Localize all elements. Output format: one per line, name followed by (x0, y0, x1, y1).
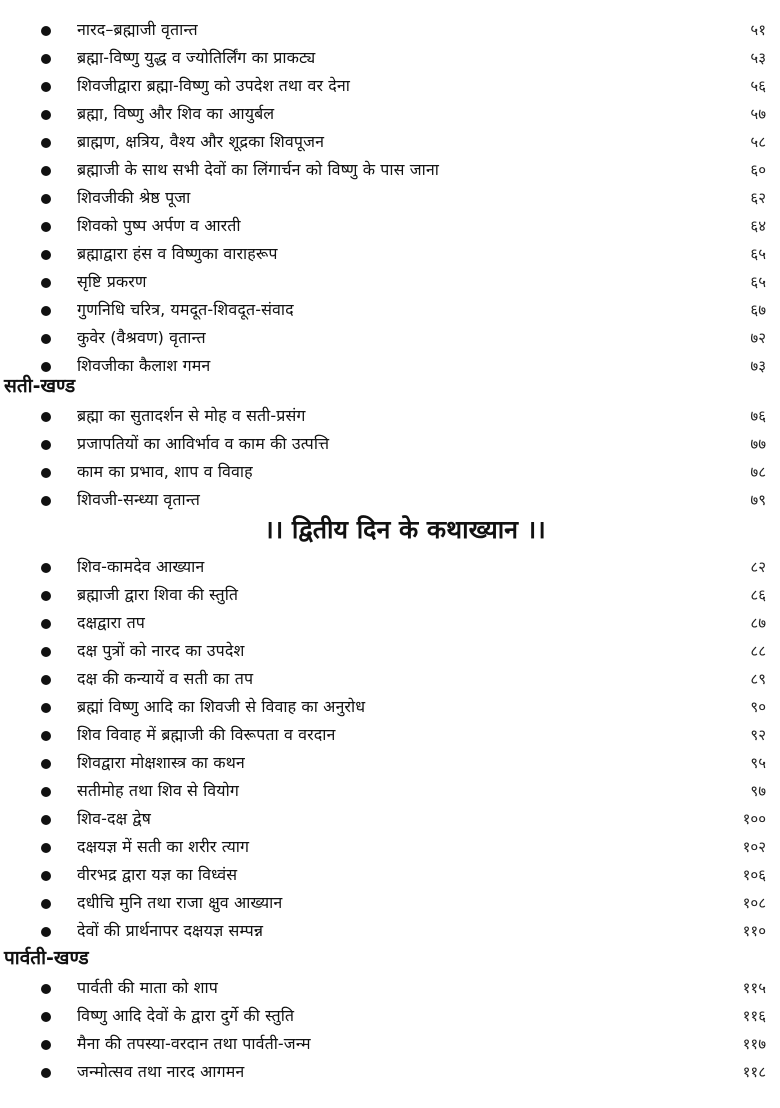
entry-page-number: ९५ (750, 754, 766, 772)
toc-entry (0, 975, 780, 1003)
toc-entry (0, 353, 780, 381)
bullet-icon (41, 468, 51, 478)
entry-title: शिवको पुष्प अर्पण व आरती (77, 216, 241, 235)
toc-entry (0, 862, 780, 890)
bullet-icon (41, 412, 51, 422)
entry-title: ब्रह्माद्वारा हंस व विष्णुका वाराहरूप (77, 244, 278, 263)
bullet-icon (41, 927, 51, 937)
entry-title: जन्मोत्सव तथा नारद आगमन (77, 1062, 245, 1081)
entry-title: शिवजी-सन्ध्या वृतान्त (77, 490, 200, 509)
entry-page-number: ९० (750, 698, 766, 716)
entry-page-number: ९२ (750, 726, 766, 744)
toc-entry (0, 325, 780, 353)
bullet-icon (41, 334, 51, 344)
toc-entry (0, 157, 780, 185)
entry-page-number: १०० (742, 810, 766, 828)
toc-entry (0, 610, 780, 638)
toc-entry (0, 834, 780, 862)
bullet-icon (41, 54, 51, 64)
entry-page-number: ८७ (750, 614, 766, 632)
bullet-icon (41, 563, 51, 573)
entry-title: शिवजीका कैलाश गमन (77, 356, 211, 375)
toc-entry (0, 778, 780, 806)
bullet-icon (41, 194, 51, 204)
entry-title: कुवेर (वैश्रवण) वृतान्त (77, 328, 206, 347)
entry-page-number: ८८ (750, 642, 766, 660)
bullet-icon (41, 899, 51, 909)
entry-page-number: ११८ (742, 1063, 766, 1081)
entry-title: देवों की प्रार्थनापर दक्षयज्ञ सम्पन्न (77, 921, 264, 940)
entry-page-number: ५३ (750, 49, 766, 67)
toc-entry (0, 1059, 780, 1087)
entry-title: दक्ष पुत्रों को नारद का उपदेश (77, 641, 245, 660)
bullet-icon (41, 138, 51, 148)
bullet-icon (41, 1012, 51, 1022)
toc-entry (0, 1003, 780, 1031)
bullet-icon (41, 703, 51, 713)
bullet-icon (41, 787, 51, 797)
section-heading-sati-khand: सती-खण्ड (4, 375, 76, 397)
bullet-icon (41, 362, 51, 372)
entry-page-number: ६५ (750, 273, 766, 291)
entry-title: शिव-कामदेव आख्यान (77, 557, 205, 576)
entry-title: दक्ष की कन्यायें व सती का तप (77, 669, 254, 688)
toc-entry (0, 17, 780, 45)
entry-page-number: ९७ (750, 782, 766, 800)
entry-page-number: १०६ (742, 866, 766, 884)
bullet-icon (41, 82, 51, 92)
toc-entry (0, 459, 780, 487)
entry-title: ब्रह्माजी के साथ सभी देवों का लिंगार्चन को विष्णु के पास जाना (77, 160, 439, 179)
bullet-icon (41, 440, 51, 450)
entry-page-number: ७२ (750, 329, 766, 347)
entry-page-number: ५६ (750, 77, 766, 95)
bullet-icon (41, 1040, 51, 1050)
entry-title: शिवजीद्वारा ब्रह्मा-विष्णु को उपदेश तथा वर देना (77, 76, 351, 95)
entry-page-number: ८२ (750, 558, 766, 576)
toc-entry (0, 694, 780, 722)
toc-entry (0, 241, 780, 269)
entry-title: ब्रह्मा का सुतादर्शन से मोह व सती-प्रसंग (77, 406, 306, 425)
entry-page-number: ६२ (750, 189, 766, 207)
entry-title: काम का प्रभाव, शाप व विवाह (77, 462, 253, 481)
entry-title: शिव विवाह में ब्रह्माजी की विरूपता व वरदान (77, 725, 336, 744)
entry-title: सृष्टि प्रकरण (77, 272, 147, 291)
entry-title: वीरभद्र द्वारा यज्ञ का विध्वंस (77, 865, 238, 884)
entry-title: शिवद्वारा मोक्षशास्त्र का कथन (77, 753, 245, 772)
bullet-icon (41, 222, 51, 232)
toc-entry (0, 918, 780, 946)
entry-page-number: १०२ (742, 838, 766, 856)
entry-title: ब्रह्माजी द्वारा शिवा की स्तुति (77, 585, 239, 604)
bullet-icon (41, 759, 51, 769)
entry-page-number: ७६ (750, 407, 766, 425)
entry-page-number: ७३ (750, 357, 766, 375)
entry-title: ब्रह्मा, विष्णु और शिव का आयुर्बल (77, 104, 275, 123)
toc-entry (0, 101, 780, 129)
bullet-icon (41, 843, 51, 853)
entry-page-number: ११७ (742, 1035, 766, 1053)
bullet-icon (41, 166, 51, 176)
entry-page-number: ६० (750, 161, 766, 179)
toc-entry (0, 45, 780, 73)
toc-entry (0, 213, 780, 241)
bullet-icon (41, 984, 51, 994)
entry-title: विष्णु आदि देवों के द्वारा दुर्गे की स्तुति (77, 1006, 295, 1025)
entry-title: शिवजीकी श्रेष्ठ पूजा (77, 188, 191, 207)
entry-page-number: ११६ (742, 1007, 766, 1025)
toc-entry (0, 297, 780, 325)
entry-page-number: ६४ (750, 217, 766, 235)
bullet-icon (41, 647, 51, 657)
section-heading-parvati-khand: पार्वती-खण्ड (4, 947, 89, 969)
entry-title: शिव-दक्ष द्वेष (77, 809, 151, 828)
bullet-icon (41, 278, 51, 288)
entry-page-number: ११५ (742, 979, 766, 997)
entry-page-number: ५८ (750, 133, 766, 151)
entry-page-number: ६५ (750, 245, 766, 263)
entry-page-number: ८९ (750, 670, 766, 688)
day-two-heading: ।। द्वितीय दिन के कथाख्यान ।। (264, 515, 546, 544)
bullet-icon (41, 731, 51, 741)
entry-title: गुणनिधि चरित्र, यमदूत-शिवदूत-संवाद (77, 300, 294, 319)
bullet-icon (41, 815, 51, 825)
entry-page-number: ११० (742, 922, 766, 940)
bullet-icon (41, 496, 51, 506)
entry-title: नारद–ब्रह्माजी वृतान्त (77, 20, 198, 39)
toc-entry (0, 1031, 780, 1059)
toc-entry (0, 666, 780, 694)
entry-title: प्रजापतियों का आविर्भाव व काम की उत्पत्ति (77, 434, 330, 453)
toc-entry (0, 487, 780, 515)
toc-entry (0, 750, 780, 778)
entry-page-number: ५१ (750, 21, 766, 39)
bullet-icon (41, 306, 51, 316)
bullet-icon (41, 26, 51, 36)
toc-entry (0, 582, 780, 610)
entry-title: ब्राह्मण, क्षत्रिय, वैश्य और शूद्रका शिवपूजन (77, 132, 325, 151)
toc-entry (0, 806, 780, 834)
toc-entry (0, 269, 780, 297)
entry-title: ब्रह्मां विष्णु आदि का शिवजी से विवाह का अनुरोध (77, 697, 366, 716)
toc-entry (0, 431, 780, 459)
bullet-icon (41, 250, 51, 260)
toc-entry (0, 890, 780, 918)
entry-title: दधीचि मुनि तथा राजा क्षुव आख्यान (77, 893, 283, 912)
entry-title: पार्वती की माता को शाप (77, 978, 218, 997)
entry-page-number: ६७ (750, 301, 766, 319)
toc-entry (0, 638, 780, 666)
entry-page-number: ७९ (750, 491, 766, 509)
entry-page-number: १०८ (742, 894, 766, 912)
bullet-icon (41, 1068, 51, 1078)
entry-title: दक्षद्वारा तप (77, 613, 145, 632)
entry-page-number: ५७ (750, 105, 766, 123)
toc-entry (0, 554, 780, 582)
toc-entry (0, 73, 780, 101)
entry-title: सतीमोह तथा शिव से वियोग (77, 781, 239, 800)
entry-title: ब्रह्मा-विष्णु युद्ध व ज्योतिर्लिंग का प्राकट्य (77, 48, 316, 67)
toc-entry (0, 403, 780, 431)
toc-entry (0, 722, 780, 750)
toc-entry (0, 185, 780, 213)
bullet-icon (41, 591, 51, 601)
entry-title: दक्षयज्ञ में सती का शरीर त्याग (77, 837, 250, 856)
bullet-icon (41, 871, 51, 881)
entry-page-number: ७७ (750, 435, 766, 453)
bullet-icon (41, 619, 51, 629)
entry-page-number: ८६ (750, 586, 766, 604)
entry-page-number: ७८ (750, 463, 766, 481)
entry-title: मैना की तपस्या-वरदान तथा पार्वती-जन्म (77, 1034, 311, 1053)
bullet-icon (41, 110, 51, 120)
bullet-icon (41, 675, 51, 685)
toc-entry (0, 129, 780, 157)
